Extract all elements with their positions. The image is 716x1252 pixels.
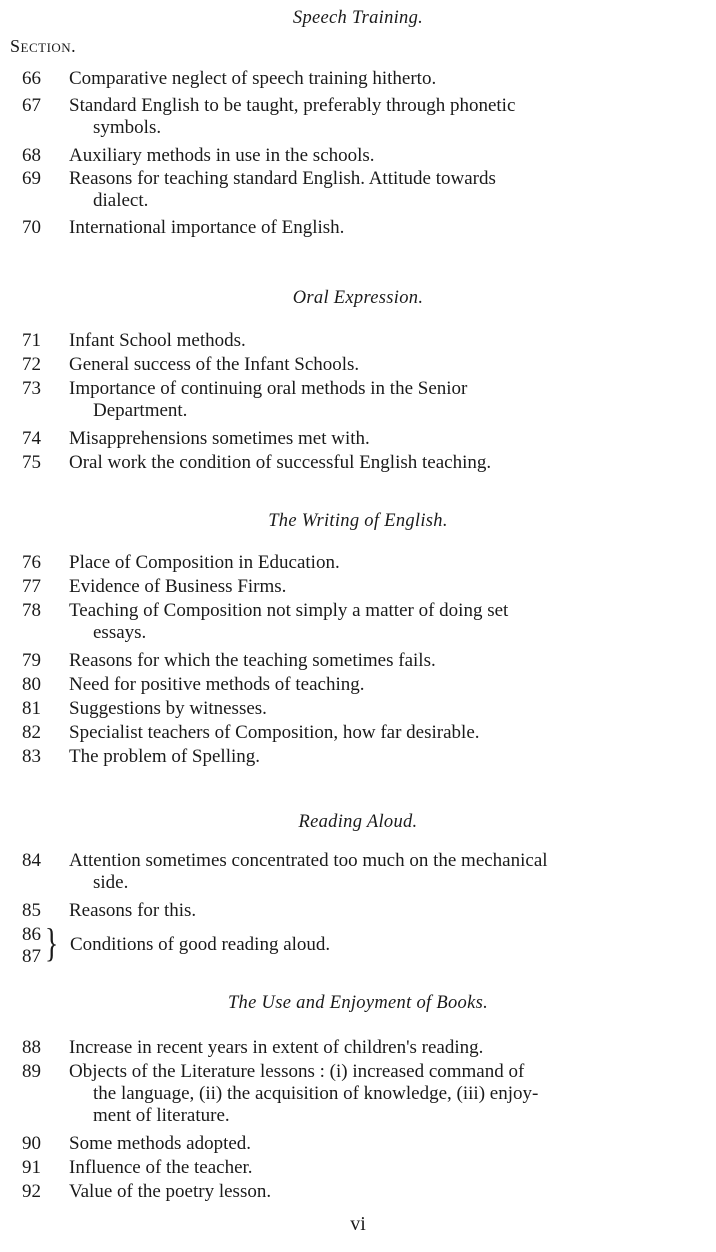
- entry-number: 91: [22, 1157, 41, 1178]
- entry-number: 69: [22, 168, 41, 189]
- entry-text: International importance of English.: [69, 217, 345, 238]
- entry-number: 78: [22, 600, 41, 621]
- entry-text: Specialist teachers of Composition, how far desirable.: [69, 722, 480, 743]
- entry-text: Auxiliary methods in use in the schools.: [69, 145, 375, 166]
- entry-number: 76: [22, 552, 41, 573]
- entry-number: 89: [22, 1061, 41, 1082]
- entry-text: Place of Composition in Education.: [69, 552, 340, 573]
- entry-text: Infant School methods.: [69, 330, 246, 351]
- entry-text: Reasons for teaching standard English. Attitude towards: [69, 168, 496, 189]
- section-column-label: Section.: [10, 36, 77, 56]
- page-number: vi: [350, 1213, 366, 1235]
- entry-text: Reasons for this.: [69, 900, 197, 921]
- entry-number: 80: [22, 674, 41, 695]
- heading-writing-of-english: The Writing of English.: [268, 511, 448, 531]
- entry-text: General success of the Infant Schools.: [69, 354, 360, 375]
- entry-number: 74: [22, 428, 41, 449]
- entry-text: Comparative neglect of speech training hitherto.: [69, 68, 437, 89]
- entry-number: 90: [22, 1133, 41, 1154]
- entry-number: 70: [22, 217, 41, 238]
- entry-text: Conditions of good reading aloud.: [70, 934, 331, 955]
- entry-text: Oral work the condition of successful English teaching.: [69, 452, 492, 473]
- entry-text: Suggestions by witnesses.: [69, 698, 267, 719]
- entry-number: 85: [22, 900, 41, 921]
- entry-text: Importance of continuing oral methods in the Senior: [69, 378, 468, 399]
- entry-text: Teaching of Composition not simply a matter of doing set: [69, 600, 509, 621]
- entry-number: 86: [22, 924, 41, 945]
- entry-text: Some methods adopted.: [69, 1133, 252, 1154]
- entry-number: 67: [22, 95, 41, 116]
- heading-oral-expression: Oral Expression.: [292, 288, 424, 308]
- entry-number: 87: [22, 946, 41, 967]
- entry-number: 84: [22, 850, 41, 871]
- entry-text: Objects of the Literature lessons : (i) increased command of: [69, 1061, 525, 1082]
- entry-text: Value of the poetry lesson.: [69, 1181, 272, 1202]
- entry-number: 83: [22, 746, 41, 767]
- entry-number: 77: [22, 576, 41, 597]
- entry-text-continued: dialect.: [93, 190, 149, 211]
- heading-speech-training: Speech Training.: [292, 8, 424, 28]
- entry-number: 73: [22, 378, 41, 399]
- curly-brace-icon: }: [44, 920, 59, 965]
- entry-text: Increase in recent years in extent of children's reading.: [69, 1037, 484, 1058]
- entry-text: Standard English to be taught, preferably through phonetic: [69, 95, 516, 116]
- heading-reading-aloud: Reading Aloud.: [298, 812, 418, 832]
- entry-text-continued: ment of literature.: [93, 1105, 230, 1126]
- entry-text-continued: symbols.: [93, 117, 162, 138]
- entry-text: Influence of the teacher.: [69, 1157, 253, 1178]
- entry-text-continued: Department.: [93, 400, 188, 421]
- entry-text: Reasons for which the teaching sometimes fails.: [69, 650, 436, 671]
- entry-number: 72: [22, 354, 41, 375]
- entry-text-continued: side.: [93, 872, 129, 893]
- entry-number: 79: [22, 650, 41, 671]
- entry-number: 75: [22, 452, 41, 473]
- entry-text: The problem of Spelling.: [69, 746, 261, 767]
- entry-text: Need for positive methods of teaching.: [69, 674, 365, 695]
- entry-text-continued: the language, (ii) the acquisition of knowledge, (iii) enjoy-: [93, 1083, 539, 1104]
- entry-number: 68: [22, 145, 41, 166]
- entry-text: Evidence of Business Firms.: [69, 576, 287, 597]
- entry-number: 82: [22, 722, 41, 743]
- heading-use-and-enjoyment-of-books: The Use and Enjoyment of Books.: [227, 993, 489, 1013]
- entry-number: 71: [22, 330, 41, 351]
- entry-number: 81: [22, 698, 41, 719]
- entry-text: Attention sometimes concentrated too much on the mechanical: [69, 850, 548, 871]
- entry-number: 92: [22, 1181, 41, 1202]
- entry-number: 88: [22, 1037, 41, 1058]
- entry-text: Misapprehensions sometimes met with.: [69, 428, 370, 449]
- entry-text-continued: essays.: [93, 622, 147, 643]
- entry-number: 66: [22, 68, 41, 89]
